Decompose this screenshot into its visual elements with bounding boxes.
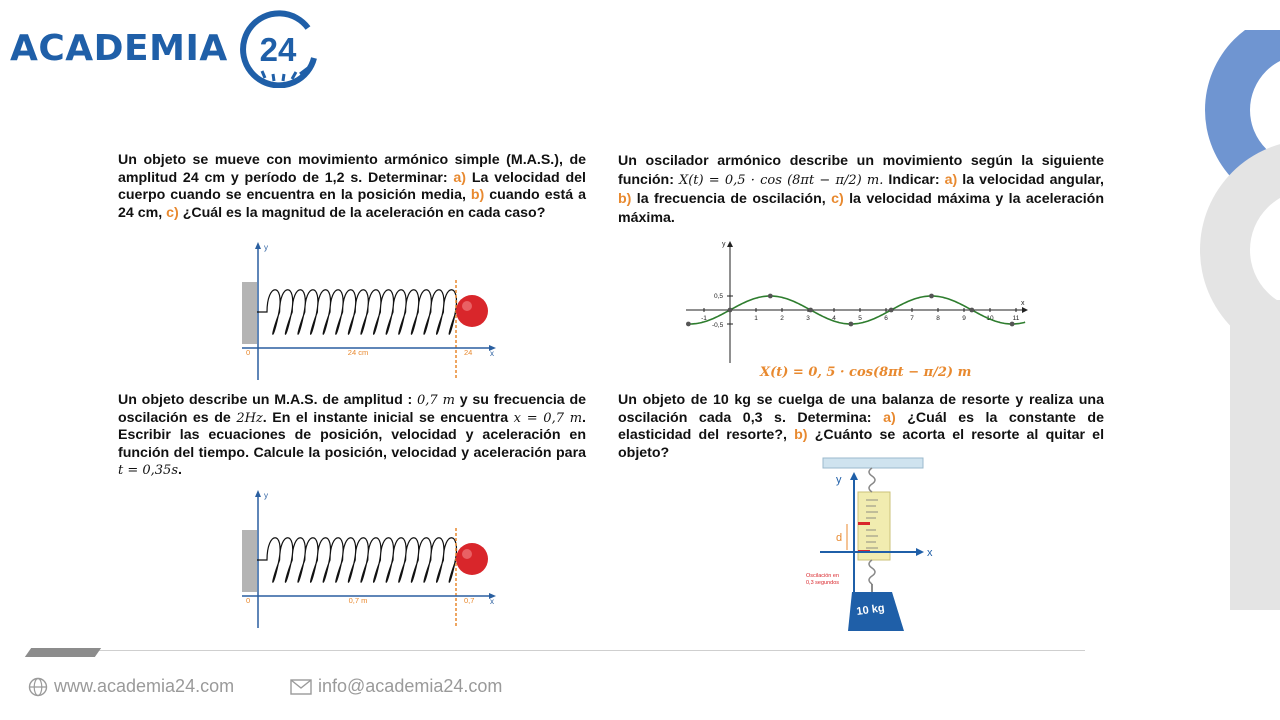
problem-3-freq-text: y su frecuencia de oscilación es de xyxy=(118,392,587,426)
spring1-y-label: y xyxy=(264,243,268,252)
ceiling-support xyxy=(823,458,923,468)
problem-1-text xyxy=(118,152,586,222)
spring2-origin-label: 0 xyxy=(246,596,251,605)
footer-email-text: info@academia24.com xyxy=(318,676,503,696)
cos-xtick-label: -1 xyxy=(701,315,707,322)
spring1-origin-label: 0 xyxy=(246,348,251,357)
scale-note-line2: 0,3 segundos xyxy=(806,580,840,586)
spring2-x-label: x xyxy=(490,597,494,606)
problem-1-part-a: La velocidad del cuerpo cuando se encuentra en la posición media, xyxy=(118,169,587,204)
problem-3-intro: Un objeto describe un M.A.S. de amplitud : xyxy=(118,392,418,408)
cos-xtick-label: 10 xyxy=(986,315,994,322)
footer-accent-bar xyxy=(25,648,101,657)
problem-3-frequency: 2Hz xyxy=(236,410,263,426)
spring1-x-label: x xyxy=(490,349,494,358)
spring1-end-label: 24 xyxy=(464,348,473,357)
problem-3-task: . Escribir las ecuaciones de posición, velocidad y aceleración en función del tiempo. Calcule la posición, velocidad y aceleración para xyxy=(118,409,586,461)
problem-4-part-b: ¿Cuánto se acorta el resorte al quitar el objeto? xyxy=(618,427,1105,461)
problem-3-end: . xyxy=(178,462,182,479)
cos-xtick-label: 7 xyxy=(910,315,914,322)
problem-4-text xyxy=(618,392,1104,462)
cos-caption: X(t) = 0, 5 · cos(8πt − π/2) m xyxy=(760,365,972,380)
footer-divider xyxy=(30,650,1085,651)
problem-3-text xyxy=(118,392,586,480)
cos-xtick-label: 11 xyxy=(1012,315,1020,322)
cos-point xyxy=(969,308,974,313)
problem-2-intro: Un oscilador armónico describe un movimiento según la siguiente función: xyxy=(618,153,1104,188)
cosine-graph xyxy=(684,238,1034,366)
problem-2-part-a: la velocidad angular, xyxy=(957,172,1105,188)
academia24-logo xyxy=(10,8,330,88)
problem-3-amplitude: 0,7 m xyxy=(417,393,455,408)
problem-4-part-a: ¿Cuál es la constante de elasticidad del resorte?, xyxy=(618,409,1104,444)
spring2-y-label: y xyxy=(264,491,268,500)
problem-3-initial-text: . En el instante inicial se encuentra xyxy=(262,409,514,426)
spring1-mass xyxy=(456,295,488,327)
cos-xtick-label: 6 xyxy=(884,315,888,322)
problem-3-initial-position: x = 0,7 m xyxy=(513,410,583,426)
cos-xtick-label: 4 xyxy=(832,315,836,322)
cos-point xyxy=(929,294,934,299)
spring1-distance-label: 24 cm xyxy=(347,348,369,357)
cos-point xyxy=(889,308,894,313)
logo-24-badge xyxy=(238,8,322,88)
cos-point xyxy=(1010,322,1015,327)
spring-scale-diagram xyxy=(800,456,945,636)
spring-diagram-2 xyxy=(236,488,501,633)
problem-1-part-c: ¿Cuál es la magnitud de la aceleración en cada caso? xyxy=(178,204,546,221)
cos-x-label: x xyxy=(1021,300,1025,307)
spring2-coil xyxy=(257,538,456,583)
weight-label: 10 kg xyxy=(855,602,886,618)
footer-email[interactable] xyxy=(290,676,502,697)
spring2-wall xyxy=(242,530,257,592)
scale-note-line1: Oscilación en xyxy=(806,573,840,579)
problem-1-label-a: a) xyxy=(453,169,467,186)
logo-number: 24 xyxy=(259,31,297,68)
spring2-mass xyxy=(456,543,488,575)
lower-spring xyxy=(869,560,875,584)
problem-2-part-c: la velocidad máxima y la aceleración máxima. xyxy=(618,191,1104,226)
spring2-end-label: 0,7 xyxy=(464,596,475,605)
problem-4-intro: Un objeto de 10 kg se cuelga de una balanza de resorte y realiza una oscilación cada 0,3 s. Determina: xyxy=(618,392,1104,426)
cos-xtick-label: 5 xyxy=(858,315,862,322)
problem-2-label-a: a) xyxy=(944,172,958,188)
cos-ytick-neg: -0,5 xyxy=(712,322,724,329)
scale-y-label: y xyxy=(836,474,842,486)
problem-1-label-b: b) xyxy=(470,187,485,204)
cos-y-label: y xyxy=(722,241,726,248)
problem-2-label-c: c) xyxy=(831,191,844,207)
scale-d-label: d xyxy=(836,532,843,544)
cos-point xyxy=(768,294,773,299)
footer-website[interactable] xyxy=(28,676,234,697)
footer-website-text: www.academia24.com xyxy=(54,676,235,696)
problem-2-formula: X(t) = 0,5 · cos (8πt − π/2) m. xyxy=(678,173,884,188)
decorative-shapes xyxy=(1170,30,1280,610)
problem-1-label-c: c) xyxy=(166,204,179,221)
cos-point xyxy=(849,322,854,327)
cos-ytick-pos: 0,5 xyxy=(714,293,724,300)
cos-xtick-label: 8 xyxy=(936,315,940,322)
problem-2-indicar: Indicar: xyxy=(883,172,945,188)
spring1-wall xyxy=(242,282,257,344)
spring2-distance-label: 0,7 m xyxy=(348,596,368,605)
cos-xtick-label: 1 xyxy=(754,315,758,322)
problem-2-label-b: b) xyxy=(618,191,632,207)
problem-3-time: t = 0,35s xyxy=(118,463,178,479)
envelope-icon xyxy=(290,679,312,695)
spring-diagram-1 xyxy=(236,240,501,385)
problem-1-part-b: cuando está a 24 cm, xyxy=(118,187,586,221)
problem-4-label-a: a) xyxy=(883,409,896,426)
logo-wordmark: ACADEMIA xyxy=(10,28,228,69)
cos-xtick-label: 2 xyxy=(780,315,784,322)
scale-x-label: x xyxy=(927,547,933,559)
cos-xtick-label: 9 xyxy=(962,315,966,322)
cos-point xyxy=(808,308,813,313)
problem-2-part-b: la frecuencia de oscilación, xyxy=(631,191,832,207)
problem-1-intro: Un objeto se mueve con movimiento armónico simple (M.A.S.), de amplitud 24 cm y período de 1,2 s. Determinar: xyxy=(118,152,586,186)
spring1-coil xyxy=(257,290,456,335)
cos-point xyxy=(728,308,733,313)
scale-body xyxy=(858,492,890,560)
problem-4-label-b: b) xyxy=(794,427,808,444)
problem-2-text xyxy=(618,152,1104,228)
upper-spring xyxy=(869,468,875,492)
cos-point xyxy=(686,322,691,327)
cos-xtick-label: 3 xyxy=(806,315,810,322)
globe-icon xyxy=(28,677,48,697)
